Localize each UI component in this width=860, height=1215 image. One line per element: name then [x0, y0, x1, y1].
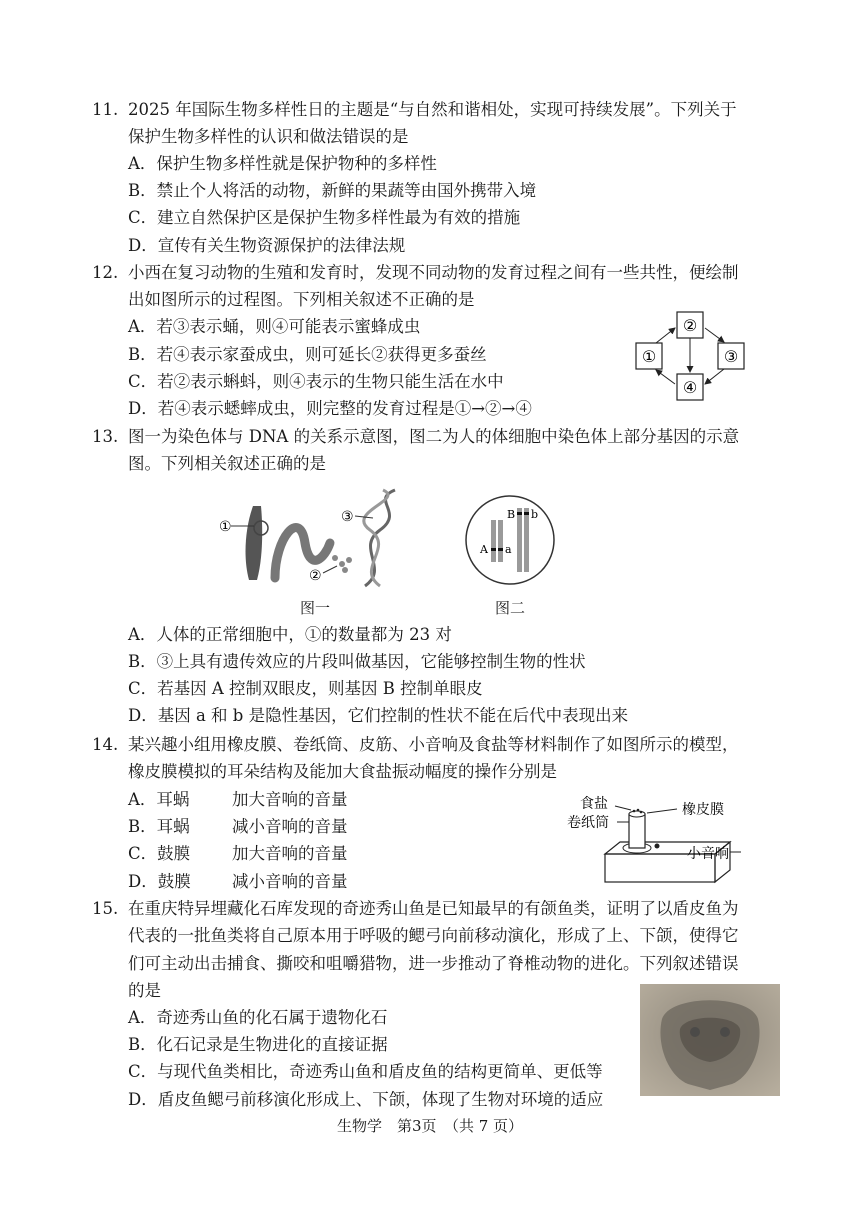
q12-option-a: A．若③表示蛹，则④可能表示蜜蜂成虫 — [128, 317, 421, 336]
gene-B-mark — [517, 512, 522, 515]
q12-option-c: C．若②表示蝌蚪，则④表示的生物只能生活在水中 — [128, 372, 504, 391]
coiled-chromatin — [275, 528, 330, 578]
figure-1-caption: 图一 — [300, 599, 331, 617]
fossil-photo — [640, 984, 780, 1096]
q15-stem-line2: 代表的一批鱼类将自己原本用于呼吸的鳃弓向前移动演化，形成了上、下颌，使得它 — [128, 926, 739, 945]
q13-stem-line2: 图。下列相关叙述正确的是 — [128, 454, 326, 473]
arrow-4-to-1 — [656, 370, 675, 384]
chromosome-dna-figure — [205, 488, 415, 588]
node-1-label: ① — [641, 347, 657, 366]
protein-dot — [339, 561, 345, 567]
chromosome-pair-a-right — [498, 520, 503, 562]
label-membrane: 橡皮膜 — [682, 802, 724, 818]
q15-stem-line1: 15. 在重庆特异埋藏化石库发现的奇迹秀山鱼是已知最早的有颌鱼类，证明了以盾皮鱼为 — [92, 897, 739, 921]
salt-grain — [640, 811, 643, 814]
label-1: ① — [219, 519, 232, 535]
q12-stem-line1: 12. 小西在复习动物的生殖和发育时，发现不同动物的发育过程之间有一些共性，便绘制 — [92, 261, 739, 285]
q12-stem-line2: 出如图所示的过程图。下列相关叙述不正确的是 — [128, 290, 475, 309]
q11-option-a: A．保护生物多样性就是保护物种的多样性 — [128, 154, 437, 173]
q11-option-c: C．建立自然保护区是保护生物多样性最为有效的措施 — [128, 208, 521, 227]
ear-model-figure — [565, 792, 760, 884]
label-3: ③ — [341, 509, 354, 525]
q13-option-d: D．基因 a 和 b 是隐性基因，它们控制的性状不能在后代中表现出来 — [128, 706, 629, 725]
gene-chromosome-figure — [465, 492, 555, 590]
gene-A-label: A — [480, 543, 488, 556]
chromosome-pair-b-left — [517, 508, 522, 572]
arrow-2-to-3 — [705, 328, 724, 342]
rubber-membrane — [629, 811, 645, 817]
paper-tube — [629, 814, 645, 848]
gene-B-label: B — [507, 508, 516, 521]
label-speaker: 小音响 — [687, 846, 729, 862]
q12-number: 12. — [92, 263, 119, 282]
gene-A-mark — [491, 548, 496, 551]
q12-option-b: B．若④表示家蚕成虫，则可延长②获得更多蚕丝 — [128, 345, 487, 364]
fossil-eye — [720, 1027, 730, 1037]
label-2-leader — [323, 566, 337, 573]
q12-option-d: D．若④表示蟋蟀成虫，则完整的发育过程是①→②→④ — [128, 399, 532, 418]
q15-option-a: A．奇迹秀山鱼的化石属于遗物化石 — [128, 1008, 388, 1027]
q14-option-c: C．鼓膜 加大音响的音量 — [128, 844, 348, 863]
q14-option-a: A．耳蜗 加大音响的音量 — [128, 790, 348, 809]
development-cycle-diagram — [630, 308, 750, 408]
q15-stem-line3: 们可主动出击捕食、撕咬和咀嚼猎物，进一步推动了脊椎动物的进化。下列叙述错误 — [128, 954, 739, 973]
q14-stem-line1: 14. 某兴趣小组用橡皮膜、卷纸筒、皮筋、小音响及食盐等材料制作了如图所示的模型， — [92, 733, 739, 757]
q13-option-a: A．人体的正常细胞中，①的数量都为 23 对 — [128, 625, 452, 644]
q14-option-b: B．耳蜗 减小音响的音量 — [128, 817, 348, 836]
gene-a-label: a — [505, 543, 512, 556]
chromosome-pair-a-left — [491, 520, 496, 562]
q15-option-b: B．化石记录是生物进化的直接证据 — [128, 1035, 388, 1054]
q15-option-d: D．盾皮鱼鳃弓前移演化形成上、下颌，体现了生物对环境的适应 — [128, 1090, 604, 1109]
q14-option-d: D．鼓膜 减小音响的音量 — [128, 872, 348, 891]
salt-grain — [637, 809, 640, 812]
protein-dot — [346, 557, 352, 563]
q14-number: 14. — [92, 735, 119, 754]
q15-number: 15. — [92, 899, 119, 918]
q13-number: 13. — [92, 427, 119, 446]
membrane-leader — [647, 809, 677, 813]
gene-b-label: b — [531, 508, 539, 521]
label-salt: 食盐 — [580, 796, 608, 812]
salt-grain — [633, 810, 636, 813]
label-tube: 卷纸筒 — [567, 815, 609, 831]
node-3-label: ③ — [723, 347, 739, 366]
salt-leader — [615, 806, 631, 810]
label-2: ② — [309, 568, 322, 584]
arrow-1-to-2 — [656, 328, 675, 343]
q13-option-c: C．若基因 A 控制双眼皮，则基因 B 控制单眼皮 — [128, 679, 483, 698]
q15-option-c: C．与现代鱼类相比，奇迹秀山鱼和盾皮鱼的结构更简单、更低等 — [128, 1062, 603, 1081]
figure-2-caption: 图二 — [495, 599, 526, 617]
gene-b-mark — [524, 512, 529, 515]
protein-dot — [342, 567, 348, 573]
q15-stem-line4: 的是 — [128, 981, 161, 1000]
speaker-knob — [655, 844, 660, 849]
node-4-label: ④ — [682, 378, 698, 397]
q14-stem-line2: 橡皮膜模拟的耳朵结构及能加大食盐振动幅度的操作分别是 — [128, 762, 557, 781]
q11-option-b: B．禁止个人将活的动物，新鲜的果蔬等由国外携带入境 — [128, 181, 537, 200]
chromosome-pair-b-right — [524, 508, 529, 572]
q11-stem-line2: 保护生物多样性的认识和做法错误的是 — [128, 127, 409, 146]
q13-stem-line1: 13. 图一为染色体与 DNA 的关系示意图，图二为人的体细胞中染色体上部分基因的示意 — [92, 425, 739, 449]
q11-number: 11. — [92, 100, 119, 119]
fossil-eye — [690, 1027, 700, 1037]
protein-dot — [332, 555, 338, 561]
page-footer: 生物学 第3页 （共 7 页） — [336, 1117, 524, 1135]
node-2-label: ② — [682, 316, 698, 335]
q13-option-b: B．③上具有遗传效应的片段叫做基因，它能够控制生物的性状 — [128, 652, 586, 671]
q11-option-d: D．宣传有关生物资源保护的法律法规 — [128, 236, 406, 255]
q11-stem-line1: 11. 2025 年国际生物多样性日的主题是“与自然和谐相处，实现可持续发展”。下列关于 — [92, 98, 737, 122]
arrow-3-to-4 — [705, 369, 724, 384]
gene-a-mark — [498, 548, 503, 551]
chromosome-shape — [246, 506, 263, 580]
